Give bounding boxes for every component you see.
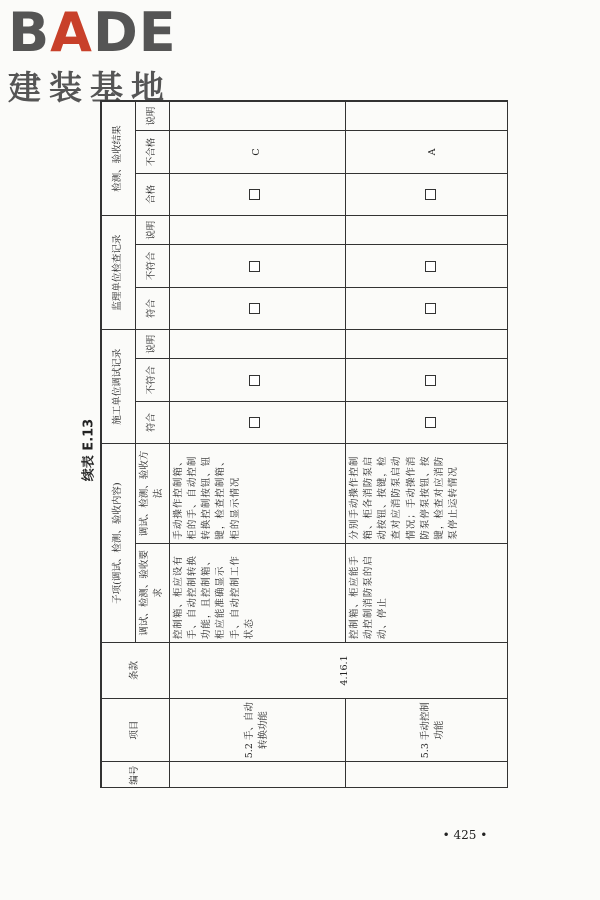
method-cell: 手动操作控制箱、柜的手、自动控制转换控制按钮、钮键，检查控制箱、柜的显示情况: [169, 444, 345, 543]
header-conform: 符合: [136, 287, 170, 329]
construction-nonconform-cell: [169, 359, 345, 401]
header-supervision: 监理单位检查记录: [102, 216, 136, 330]
checkbox[interactable]: [425, 261, 436, 272]
construction-note-cell: [345, 330, 508, 359]
header-construction: 施工单位调试记录: [102, 330, 136, 444]
construction-note-cell: [169, 330, 345, 359]
result-fail-cell: C: [169, 131, 345, 173]
result-note-cell: [169, 102, 345, 131]
result-pass-cell: [345, 173, 508, 215]
checkbox[interactable]: [425, 375, 436, 386]
table-row: [169, 102, 345, 789]
checkbox[interactable]: [425, 189, 436, 200]
header-nonconform: 不符合: [136, 359, 170, 401]
header-note: 说明: [136, 102, 170, 131]
header-clause: 条款: [102, 643, 170, 699]
supervision-nonconform-cell: [169, 245, 345, 287]
result-note-cell: [345, 102, 508, 131]
number-cell: [345, 762, 508, 788]
header-pass: 合格: [136, 173, 170, 215]
result-fail-cell: A: [345, 131, 508, 173]
supervision-note-cell: [345, 216, 508, 245]
requirement-cell: 控制箱、柜应设有手、自动控制转换功能，且控制箱、柜应能准确显示手、自动控制工作状态: [169, 543, 345, 642]
header-method: 调试、检测、验收方法: [136, 444, 170, 543]
construction-nonconform-cell: [345, 359, 508, 401]
supervision-note-cell: [169, 216, 345, 245]
logo-subtitle: 建装基地: [8, 68, 172, 107]
clause-cell: 4.16.1: [169, 643, 508, 699]
result-pass-cell: [169, 173, 345, 215]
logo-wordmark: BADE: [8, 1, 177, 64]
header-result: 检测、验收结果: [102, 102, 136, 216]
header-requirement: 调试、检测、验收要求: [136, 543, 170, 642]
checkbox[interactable]: [425, 417, 436, 428]
supervision-conform-cell: [169, 287, 345, 329]
header-nonconform: 不符合: [136, 245, 170, 287]
supervision-nonconform-cell: [345, 245, 508, 287]
bade-logo: [8, 1, 177, 109]
checkbox[interactable]: [425, 303, 436, 314]
number-cell: [169, 762, 345, 788]
header-note: 说明: [136, 216, 170, 245]
item-cell: 5.3 手动控制功能: [345, 698, 508, 762]
header-conform: 符合: [136, 401, 170, 443]
checkbox[interactable]: [249, 189, 260, 200]
method-cell: 分别手动操作控制箱、柜各消防泵启动按钮、按键，检查对应消防泵启动情况；手动操作消防泵停泵按钮、按键，检查对应消防泵停止运转情况: [345, 444, 508, 543]
supervision-conform-cell: [345, 287, 508, 329]
page-number: • 425 •: [442, 828, 488, 842]
header-fail: 不合格: [136, 131, 170, 173]
construction-conform-cell: [345, 401, 508, 443]
inspection-table-frame: [100, 100, 508, 788]
header-note: 说明: [136, 330, 170, 359]
header-number: 编号: [102, 762, 170, 788]
header-item: 项目: [102, 698, 170, 762]
checkbox[interactable]: [249, 417, 260, 428]
checkbox[interactable]: [249, 303, 260, 314]
requirement-cell: 控制箱、柜应能手动控制消防泵的启动、停止: [345, 543, 508, 642]
checkbox[interactable]: [249, 375, 260, 386]
table-title: 续表 E.13: [81, 418, 97, 482]
item-cell: 5.2 手、自动转换功能: [169, 698, 345, 762]
header-subitem: 子项(调试、检测、验收内容): [102, 444, 136, 643]
inspection-table: [101, 101, 508, 788]
checkbox[interactable]: [249, 261, 260, 272]
construction-conform-cell: [169, 401, 345, 443]
